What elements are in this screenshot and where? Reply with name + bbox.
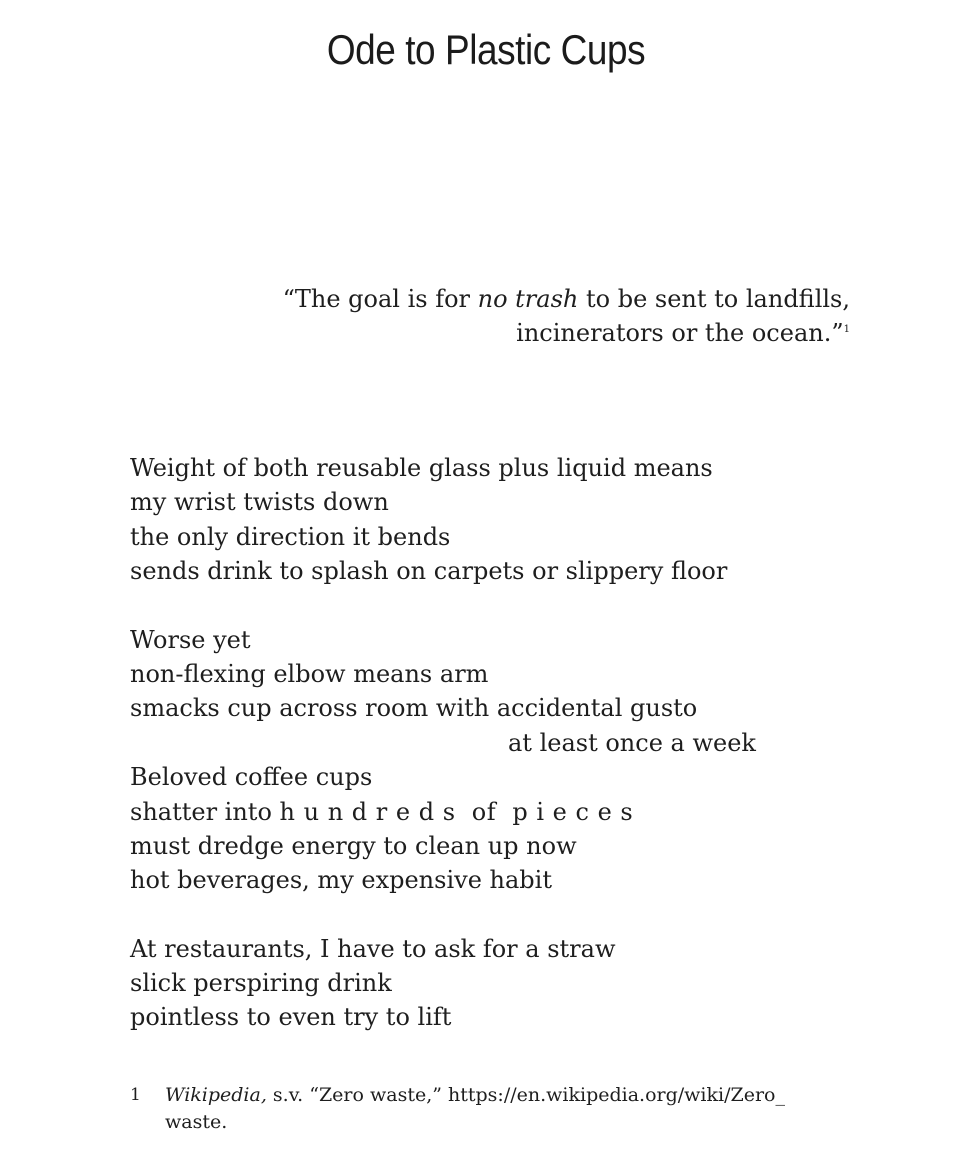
page-title: Ode to Plastic Cups xyxy=(326,26,646,73)
poem-line: must dredge energy to clean up now xyxy=(130,831,577,860)
footnote-line-2: waste. xyxy=(165,1111,228,1133)
stanza-3 xyxy=(130,932,850,1035)
poem-line: pointless to even try to lift xyxy=(130,1003,452,1032)
poem-line: Worse yet xyxy=(130,625,251,654)
poem-line: At restaurants, I have to ask for a straw xyxy=(130,934,616,963)
poem-line: my wrist twists down xyxy=(130,488,389,517)
stanza-gap xyxy=(130,589,850,623)
footnote xyxy=(130,1082,850,1136)
stanza-gap xyxy=(130,898,850,932)
poem-line: non-flexing elbow means arm xyxy=(130,659,489,688)
footnote-line-1 xyxy=(165,1082,850,1109)
footnote-reference[interactable]: 1 xyxy=(843,324,850,335)
epigraph-text: incinerators or the ocean.” xyxy=(516,319,844,347)
stanza-1 xyxy=(130,451,850,589)
poem-text-spaced: h u n d r e d s of p i e c e s xyxy=(279,797,634,826)
stanza-2 xyxy=(130,623,850,898)
poem-line: Weight of both reusable glass plus liquid means xyxy=(130,454,713,482)
poem-line-indented: at least once a week xyxy=(508,728,756,757)
footnote-text xyxy=(165,1082,850,1136)
poem-line: slick perspiring drink xyxy=(130,969,392,998)
epigraph-line-2 xyxy=(230,316,850,350)
footnote-number: 1 xyxy=(130,1085,141,1105)
poem-line: smacks cup across room with accidental gusto xyxy=(130,694,698,723)
footnote-citation[interactable]: s.v. “Zero waste,” https://en.wikipedia.org/wiki/Zero_ xyxy=(266,1084,785,1106)
epigraph xyxy=(230,282,850,350)
poem-line: the only direction it bends xyxy=(130,522,451,551)
epigraph-emphasis: no trash xyxy=(477,285,579,313)
poem-body xyxy=(130,451,850,1035)
epigraph-line-1 xyxy=(230,282,850,316)
epigraph-text: to be sent to landfills, xyxy=(578,285,850,313)
poem-line: sends drink to splash on carpets or slippery floor xyxy=(130,557,728,586)
footnote-source: Wikipedia, xyxy=(165,1084,267,1106)
poem-line-shatter xyxy=(130,795,850,829)
poem-line: hot beverages, my expensive habit xyxy=(130,866,552,895)
epigraph-text: “The goal is for xyxy=(282,285,478,313)
poem-line: Beloved coffee cups xyxy=(130,763,373,792)
poem-text: shatter into xyxy=(130,797,280,826)
